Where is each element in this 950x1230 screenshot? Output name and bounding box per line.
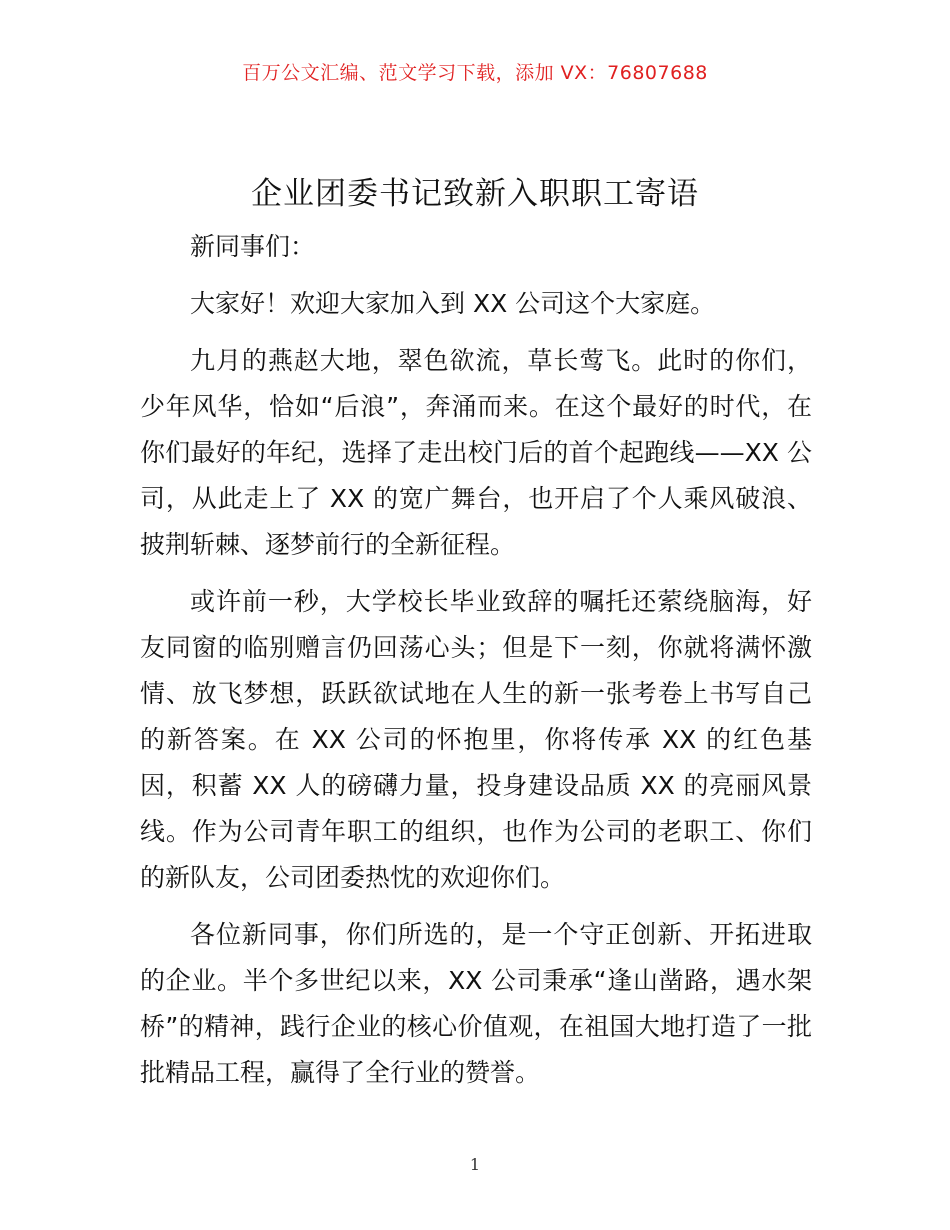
paragraph: 大家好！欢迎大家加入到 XX 公司这个大家庭。 — [190, 289, 716, 318]
page-number: 1 — [469, 1155, 481, 1174]
paragraph: 或许前一秒，大学校长毕业致辞的嘱托还萦绕脑海，好友同窗的临别赠言仍回荡心头；但是下一刻，你就将满怀激情、放飞梦想，跃跃欲试地在人生的新一张考卷上书写自己的新答案。在 XX 公司的怀抱里，你将传承 XX 的红色基因，积蓄 XX 人的磅礴力量，投身建设品质 XX 的亮丽风景线。作为公司青年职工的组织，也作为公司的老职工、你们的新队友，公司团委热忱的欢迎你们。 — [140, 587, 812, 892]
paragraph: 九月的燕赵大地，翠色欲流，草长莺飞。此时的你们，少年风华，恰如“后浪”，奔涌而来。在这个最好的时代，在你们最好的年纪，选择了走出校门后的首个起跑线——XX 公司，从此走上了 XX 的宽广舞台，也开启了个人乘风破浪、披荆斩棘、逐梦前行的全新征程。 — [140, 346, 812, 559]
salutation: 新同事们： — [190, 232, 316, 261]
header-banner: 百万公文汇编、范文学习下载，添加 VX：76807688 — [242, 62, 708, 84]
document-body — [140, 224, 812, 1107]
paragraph: 各位新同事，你们所选的，是一个守正创新、开拓进取的企业。半个多世纪以来，XX 公司秉承“逢山凿路，遇水架桥”的精神，践行企业的核心价值观，在祖国大地打造了一批批精品工程，赢得了全行业的赞誉。 — [140, 920, 812, 1087]
document-title: 企业团委书记致新入职职工寄语 — [251, 176, 699, 212]
